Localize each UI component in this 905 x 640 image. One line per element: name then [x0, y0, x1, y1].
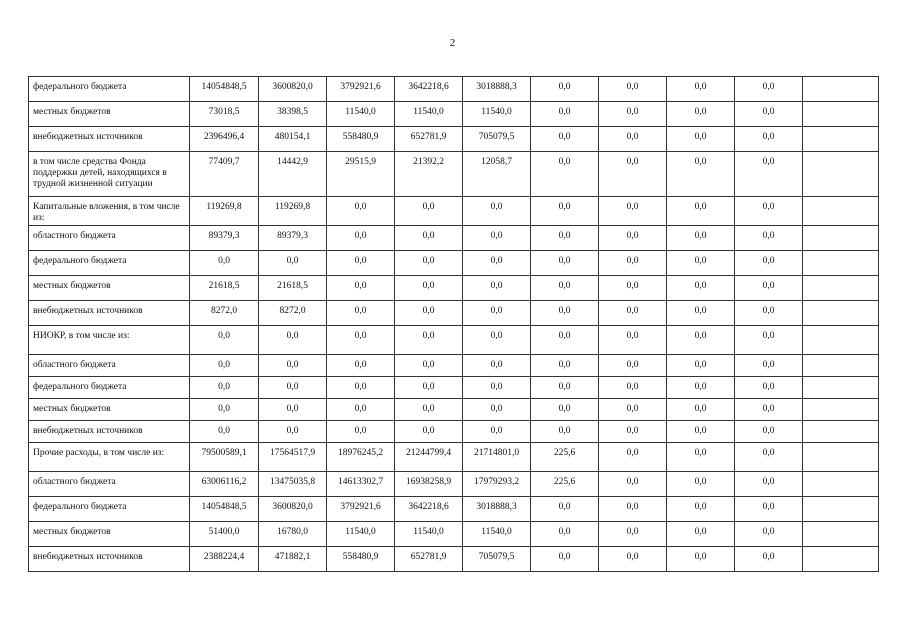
row-value: 0,0: [667, 152, 735, 197]
row-value: 0,0: [259, 421, 327, 443]
row-value: 0,0: [463, 251, 531, 276]
row-value: 11540,0: [395, 522, 463, 547]
table-row: [29, 326, 879, 355]
row-empty-cell: [803, 127, 879, 152]
row-value: 0,0: [735, 251, 803, 276]
row-value: 119269,8: [190, 197, 259, 226]
row-value: 0,0: [735, 522, 803, 547]
row-value: 0,0: [395, 421, 463, 443]
row-value: 0,0: [735, 377, 803, 399]
row-value: 0,0: [259, 377, 327, 399]
row-value: 3600820,0: [259, 77, 327, 102]
row-value: 0,0: [463, 276, 531, 301]
table-row: [29, 152, 879, 197]
row-value: 0,0: [463, 197, 531, 226]
row-empty-cell: [803, 251, 879, 276]
row-empty-cell: [803, 522, 879, 547]
row-label: местных бюджетов: [29, 522, 190, 547]
row-value: 0,0: [259, 251, 327, 276]
row-value: 11540,0: [327, 102, 395, 127]
row-value: 0,0: [531, 399, 599, 421]
row-value: 0,0: [599, 127, 667, 152]
row-label: областного бюджета: [29, 355, 190, 377]
row-value: 0,0: [599, 102, 667, 127]
row-value: 0,0: [735, 276, 803, 301]
row-value: 0,0: [599, 355, 667, 377]
row-value: 0,0: [463, 399, 531, 421]
budget-table-body: [29, 77, 879, 572]
row-value: 51400,0: [190, 522, 259, 547]
row-value: 0,0: [667, 355, 735, 377]
row-value: 0,0: [463, 326, 531, 355]
row-value: 18976245,2: [327, 443, 395, 472]
row-value: 21618,5: [190, 276, 259, 301]
row-value: 0,0: [463, 301, 531, 326]
row-value: 0,0: [190, 355, 259, 377]
row-value: 17564517,9: [259, 443, 327, 472]
row-value: 0,0: [463, 355, 531, 377]
row-value: 21714801,0: [463, 443, 531, 472]
row-value: 0,0: [599, 301, 667, 326]
row-empty-cell: [803, 547, 879, 572]
row-value: 0,0: [667, 522, 735, 547]
table-row: [29, 421, 879, 443]
row-value: 77409,7: [190, 152, 259, 197]
row-label: Прочие расходы, в том числе из:: [29, 443, 190, 472]
budget-table: [28, 76, 879, 572]
row-value: 0,0: [735, 355, 803, 377]
row-value: 0,0: [599, 522, 667, 547]
row-label: внебюджетных источников: [29, 421, 190, 443]
row-value: 3792921,6: [327, 497, 395, 522]
row-label: федерального бюджета: [29, 377, 190, 399]
row-value: 0,0: [531, 301, 599, 326]
row-value: 0,0: [667, 301, 735, 326]
row-value: 0,0: [599, 152, 667, 197]
row-value: 0,0: [531, 377, 599, 399]
table-row: [29, 399, 879, 421]
row-empty-cell: [803, 197, 879, 226]
table-row: [29, 355, 879, 377]
row-value: 3018888,3: [463, 497, 531, 522]
row-value: 0,0: [735, 152, 803, 197]
row-value: 0,0: [327, 251, 395, 276]
row-value: 63006116,2: [190, 472, 259, 497]
row-value: 0,0: [531, 547, 599, 572]
row-empty-cell: [803, 102, 879, 127]
row-value: 0,0: [599, 443, 667, 472]
row-empty-cell: [803, 152, 879, 197]
row-value: 11540,0: [463, 102, 531, 127]
table-row: [29, 251, 879, 276]
row-value: 0,0: [531, 522, 599, 547]
row-value: 16938258,9: [395, 472, 463, 497]
row-value: 0,0: [395, 251, 463, 276]
row-value: 0,0: [395, 326, 463, 355]
row-value: 2396496,4: [190, 127, 259, 152]
row-value: 11540,0: [327, 522, 395, 547]
row-value: 14613302,7: [327, 472, 395, 497]
page-number: 2: [449, 37, 456, 49]
row-value: 0,0: [667, 377, 735, 399]
row-value: 0,0: [667, 102, 735, 127]
row-value: 0,0: [531, 152, 599, 197]
row-value: 0,0: [599, 421, 667, 443]
row-value: 0,0: [190, 326, 259, 355]
row-label: федерального бюджета: [29, 497, 190, 522]
row-value: 0,0: [531, 102, 599, 127]
row-label: внебюджетных источников: [29, 127, 190, 152]
table-row: [29, 226, 879, 251]
table-row: [29, 497, 879, 522]
row-value: 0,0: [190, 377, 259, 399]
row-empty-cell: [803, 472, 879, 497]
row-value: 0,0: [735, 421, 803, 443]
row-value: 0,0: [667, 197, 735, 226]
row-value: 0,0: [667, 77, 735, 102]
row-value: 0,0: [327, 226, 395, 251]
row-value: 0,0: [531, 251, 599, 276]
table-row: [29, 377, 879, 399]
table-row: [29, 77, 879, 102]
row-label: внебюджетных источников: [29, 301, 190, 326]
row-value: 558480,9: [327, 127, 395, 152]
row-value: 3792921,6: [327, 77, 395, 102]
row-value: 0,0: [463, 421, 531, 443]
table-row: [29, 522, 879, 547]
row-value: 0,0: [531, 127, 599, 152]
row-value: 29515,9: [327, 152, 395, 197]
row-value: 0,0: [327, 421, 395, 443]
row-empty-cell: [803, 443, 879, 472]
row-value: 0,0: [599, 226, 667, 251]
row-value: 558480,9: [327, 547, 395, 572]
row-value: 0,0: [667, 251, 735, 276]
row-value: 12058,7: [463, 152, 531, 197]
row-value: 705079,5: [463, 547, 531, 572]
row-value: 14442,9: [259, 152, 327, 197]
row-value: 0,0: [735, 301, 803, 326]
table-row: [29, 301, 879, 326]
row-value: 0,0: [531, 226, 599, 251]
row-value: 0,0: [735, 127, 803, 152]
row-value: 0,0: [599, 472, 667, 497]
row-value: 0,0: [667, 399, 735, 421]
row-value: 0,0: [599, 326, 667, 355]
row-value: 8272,0: [259, 301, 327, 326]
row-value: 0,0: [395, 301, 463, 326]
row-value: 0,0: [463, 226, 531, 251]
row-value: 0,0: [599, 547, 667, 572]
row-value: 119269,8: [259, 197, 327, 226]
row-value: 0,0: [395, 399, 463, 421]
row-value: 0,0: [327, 377, 395, 399]
row-label: внебюджетных источников: [29, 547, 190, 572]
row-empty-cell: [803, 399, 879, 421]
row-empty-cell: [803, 276, 879, 301]
row-empty-cell: [803, 377, 879, 399]
row-value: 0,0: [599, 251, 667, 276]
row-label: местных бюджетов: [29, 102, 190, 127]
row-label: федерального бюджета: [29, 251, 190, 276]
row-value: 0,0: [735, 472, 803, 497]
row-value: 0,0: [599, 276, 667, 301]
row-value: 11540,0: [395, 102, 463, 127]
row-value: 8272,0: [190, 301, 259, 326]
row-value: 0,0: [667, 127, 735, 152]
row-value: 0,0: [735, 326, 803, 355]
row-value: 0,0: [735, 197, 803, 226]
row-empty-cell: [803, 226, 879, 251]
row-value: 0,0: [735, 226, 803, 251]
row-value: 480154,1: [259, 127, 327, 152]
row-empty-cell: [803, 77, 879, 102]
row-value: 652781,9: [395, 127, 463, 152]
row-value: 0,0: [599, 399, 667, 421]
row-value: 3018888,3: [463, 77, 531, 102]
row-value: 0,0: [735, 497, 803, 522]
row-value: 0,0: [735, 399, 803, 421]
row-value: 0,0: [190, 399, 259, 421]
row-value: 0,0: [395, 276, 463, 301]
row-label: областного бюджета: [29, 472, 190, 497]
row-value: 11540,0: [463, 522, 531, 547]
row-value: 0,0: [735, 102, 803, 127]
row-value: 0,0: [190, 251, 259, 276]
row-value: 21244799,4: [395, 443, 463, 472]
row-value: 0,0: [531, 326, 599, 355]
row-label: местных бюджетов: [29, 276, 190, 301]
row-value: 652781,9: [395, 547, 463, 572]
row-empty-cell: [803, 355, 879, 377]
row-value: 471882,1: [259, 547, 327, 572]
table-row: [29, 472, 879, 497]
table-row: [29, 443, 879, 472]
row-value: 3600820,0: [259, 497, 327, 522]
row-value: 0,0: [327, 301, 395, 326]
row-value: 0,0: [327, 399, 395, 421]
row-value: 0,0: [667, 326, 735, 355]
table-row: [29, 547, 879, 572]
row-label: НИОКР, в том числе из:: [29, 326, 190, 355]
row-label: местных бюджетов: [29, 399, 190, 421]
row-value: 3642218,6: [395, 77, 463, 102]
row-value: 0,0: [599, 197, 667, 226]
row-value: 0,0: [259, 326, 327, 355]
row-value: 21618,5: [259, 276, 327, 301]
row-value: 2388224,4: [190, 547, 259, 572]
row-value: 0,0: [667, 421, 735, 443]
row-value: 0,0: [667, 443, 735, 472]
row-value: 0,0: [531, 276, 599, 301]
row-value: 0,0: [531, 77, 599, 102]
row-value: 89379,3: [190, 226, 259, 251]
row-value: 3642218,6: [395, 497, 463, 522]
row-label: в том числе средства Фонда поддержки детей, находящихся в трудной жизненной ситуации: [29, 152, 190, 197]
row-value: 0,0: [599, 497, 667, 522]
row-label: областного бюджета: [29, 226, 190, 251]
row-value: 0,0: [395, 355, 463, 377]
row-value: 0,0: [667, 226, 735, 251]
row-value: 21392,2: [395, 152, 463, 197]
row-empty-cell: [803, 326, 879, 355]
row-empty-cell: [803, 301, 879, 326]
row-value: 0,0: [667, 497, 735, 522]
row-value: 225,6: [531, 472, 599, 497]
row-value: 0,0: [531, 497, 599, 522]
row-value: 0,0: [599, 377, 667, 399]
row-value: 89379,3: [259, 226, 327, 251]
row-value: 16780,0: [259, 522, 327, 547]
row-value: 225,6: [531, 443, 599, 472]
row-value: 0,0: [667, 472, 735, 497]
table-row: [29, 197, 879, 226]
table-row: [29, 276, 879, 301]
row-empty-cell: [803, 497, 879, 522]
row-value: 0,0: [667, 276, 735, 301]
row-value: 14054848,5: [190, 77, 259, 102]
row-value: 0,0: [531, 355, 599, 377]
row-value: 0,0: [531, 197, 599, 226]
row-value: 0,0: [395, 377, 463, 399]
row-value: 0,0: [667, 547, 735, 572]
table-row: [29, 127, 879, 152]
row-value: 0,0: [735, 443, 803, 472]
row-label: федерального бюджета: [29, 77, 190, 102]
row-value: 0,0: [327, 276, 395, 301]
row-value: 17979293,2: [463, 472, 531, 497]
row-value: 14054848,5: [190, 497, 259, 522]
row-value: 0,0: [463, 377, 531, 399]
table-row: [29, 102, 879, 127]
row-value: 79500589,1: [190, 443, 259, 472]
row-empty-cell: [803, 421, 879, 443]
row-value: 705079,5: [463, 127, 531, 152]
row-value: 0,0: [190, 421, 259, 443]
row-value: 0,0: [735, 77, 803, 102]
row-value: 0,0: [259, 399, 327, 421]
row-value: 0,0: [327, 197, 395, 226]
row-value: 0,0: [531, 421, 599, 443]
row-value: 73018,5: [190, 102, 259, 127]
row-value: 13475035,8: [259, 472, 327, 497]
row-label: Капитальные вложения, в том числе из:: [29, 197, 190, 226]
row-value: 0,0: [735, 547, 803, 572]
row-value: 0,0: [259, 355, 327, 377]
row-value: 0,0: [327, 355, 395, 377]
row-value: 0,0: [395, 197, 463, 226]
row-value: 0,0: [327, 326, 395, 355]
row-value: 0,0: [395, 226, 463, 251]
row-value: 0,0: [599, 77, 667, 102]
row-value: 38398,5: [259, 102, 327, 127]
